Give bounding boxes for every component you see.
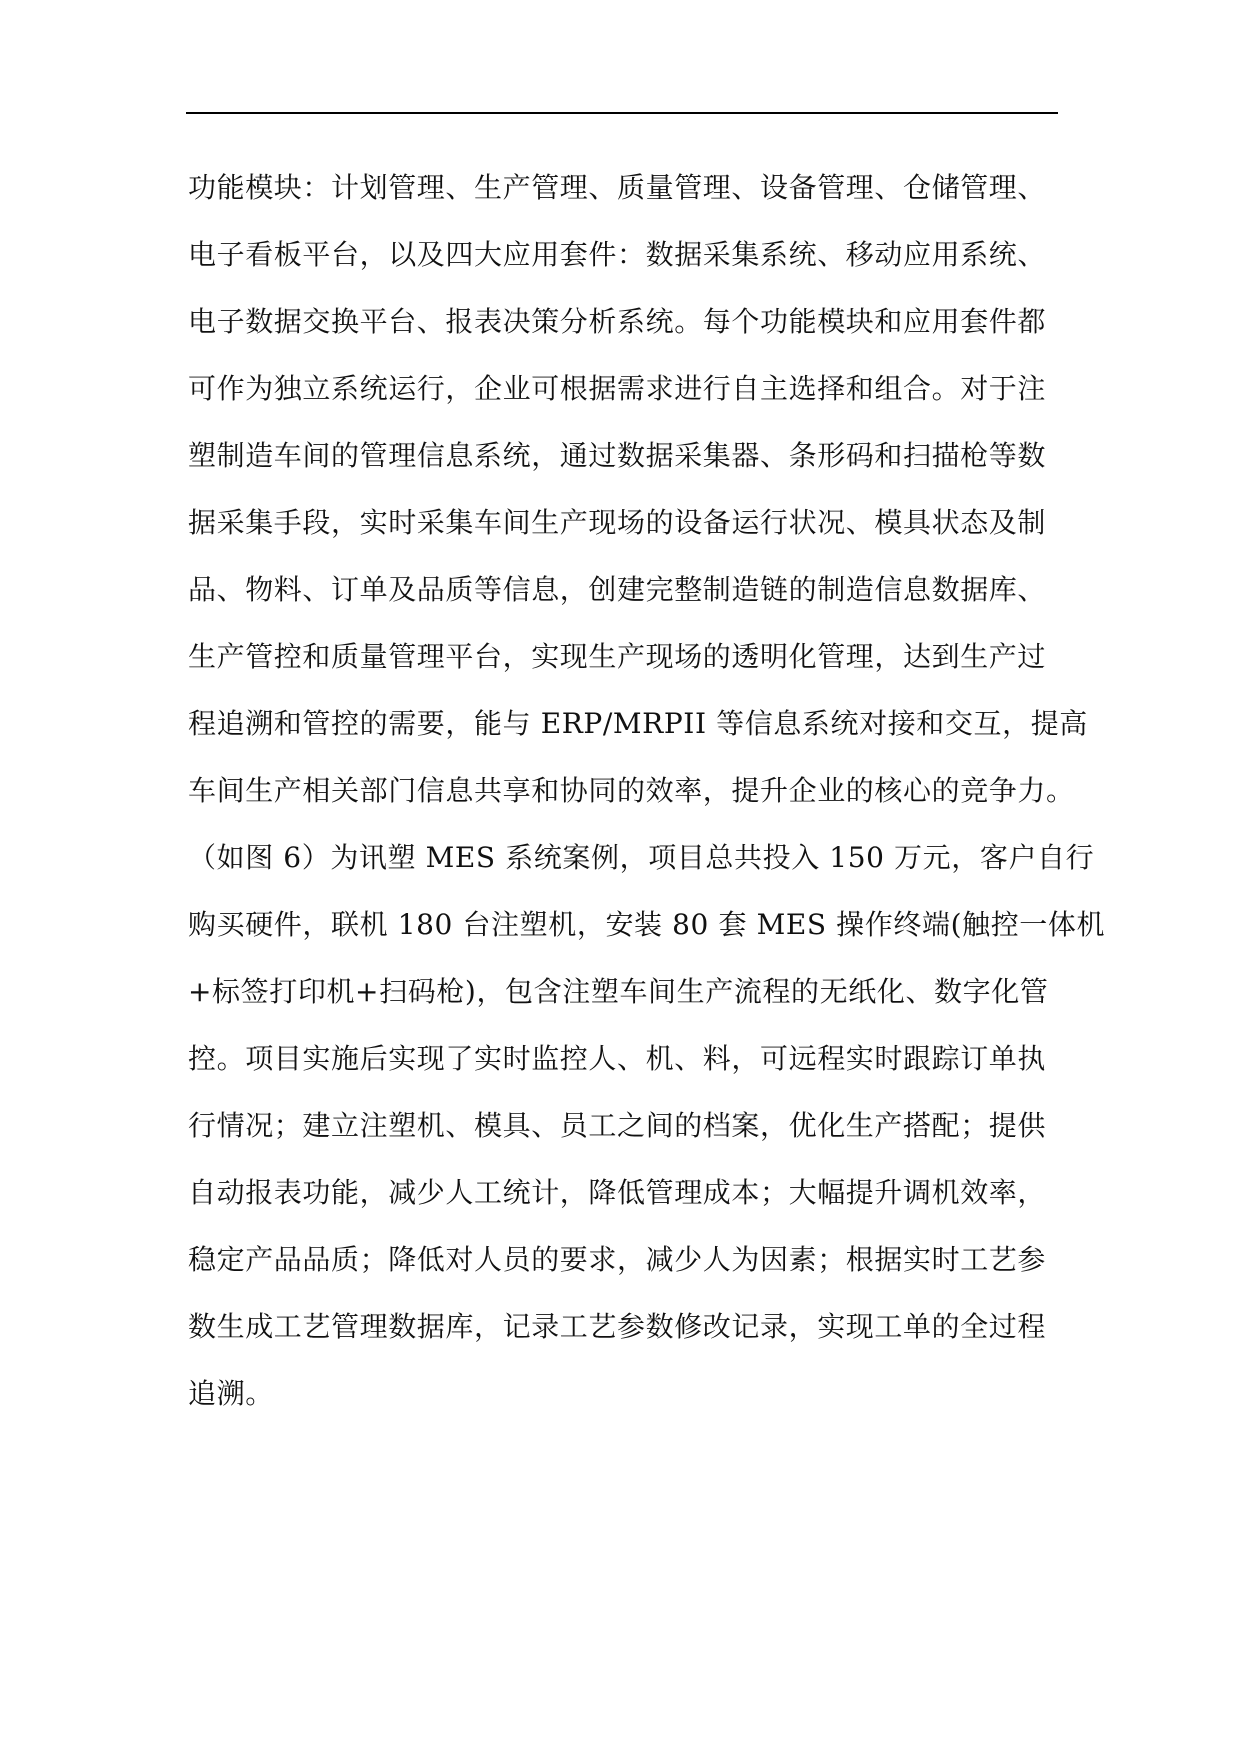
text-line: 可作为独立系统运行，企业可根据需求进行自主选择和组合。对于注 — [188, 372, 1047, 405]
text-line: 稳定产品品质；降低对人员的要求，减少人为因素；根据实时工艺参 — [188, 1243, 1047, 1276]
text-line: 车间生产相关部门信息共享和协同的效率，提升企业的核心的竞争力。 — [188, 774, 1075, 807]
text-line: 生产管控和质量管理平台，实现生产现场的透明化管理，达到生产过 — [188, 640, 1047, 673]
body-paragraph — [188, 154, 1106, 1427]
text-line: 追溯。 — [188, 1377, 274, 1410]
text-line: 自动报表功能，减少人工统计，降低管理成本；大幅提升调机效率， — [188, 1176, 1047, 1209]
text-line: 塑制造车间的管理信息系统，通过数据采集器、条形码和扫描枪等数 — [188, 439, 1047, 472]
text-line: 行情况；建立注塑机、模具、员工之间的档案，优化生产搭配；提供 — [188, 1109, 1047, 1142]
text-line: 电子数据交换平台、报表决策分析系统。每个功能模块和应用套件都 — [188, 305, 1047, 338]
text-line: 控。项目实施后实现了实时监控人、机、料，可远程实时跟踪订单执 — [188, 1042, 1047, 1075]
text-line: 品、物料、订单及品质等信息，创建完整制造链的制造信息数据库、 — [188, 573, 1047, 606]
text-line: 据采集手段，实时采集车间生产现场的设备运行状况、模具状态及制 — [188, 506, 1047, 539]
text-line: 数生成工艺管理数据库，记录工艺参数修改记录，实现工单的全过程 — [188, 1310, 1047, 1343]
text-line: 程追溯和管控的需要，能与 ERP/MRPII 等信息系统对接和交互，提高 — [188, 707, 1088, 740]
text-line: （如图 6）为讯塑 MES 系统案例，项目总共投入 150 万元，客户自行 — [188, 841, 1095, 874]
text-line: +标签打印机+扫码枪)，包含注塑车间生产流程的无纸化、数字化管 — [188, 975, 1049, 1008]
header-rule — [186, 112, 1058, 114]
text-line: 电子看板平台，以及四大应用套件：数据采集系统、移动应用系统、 — [188, 238, 1047, 271]
text-line: 功能模块：计划管理、生产管理、质量管理、设备管理、仓储管理、 — [188, 171, 1047, 204]
text-line: 购买硬件，联机 180 台注塑机，安装 80 套 MES 操作终端(触控一体机 — [188, 908, 1106, 941]
